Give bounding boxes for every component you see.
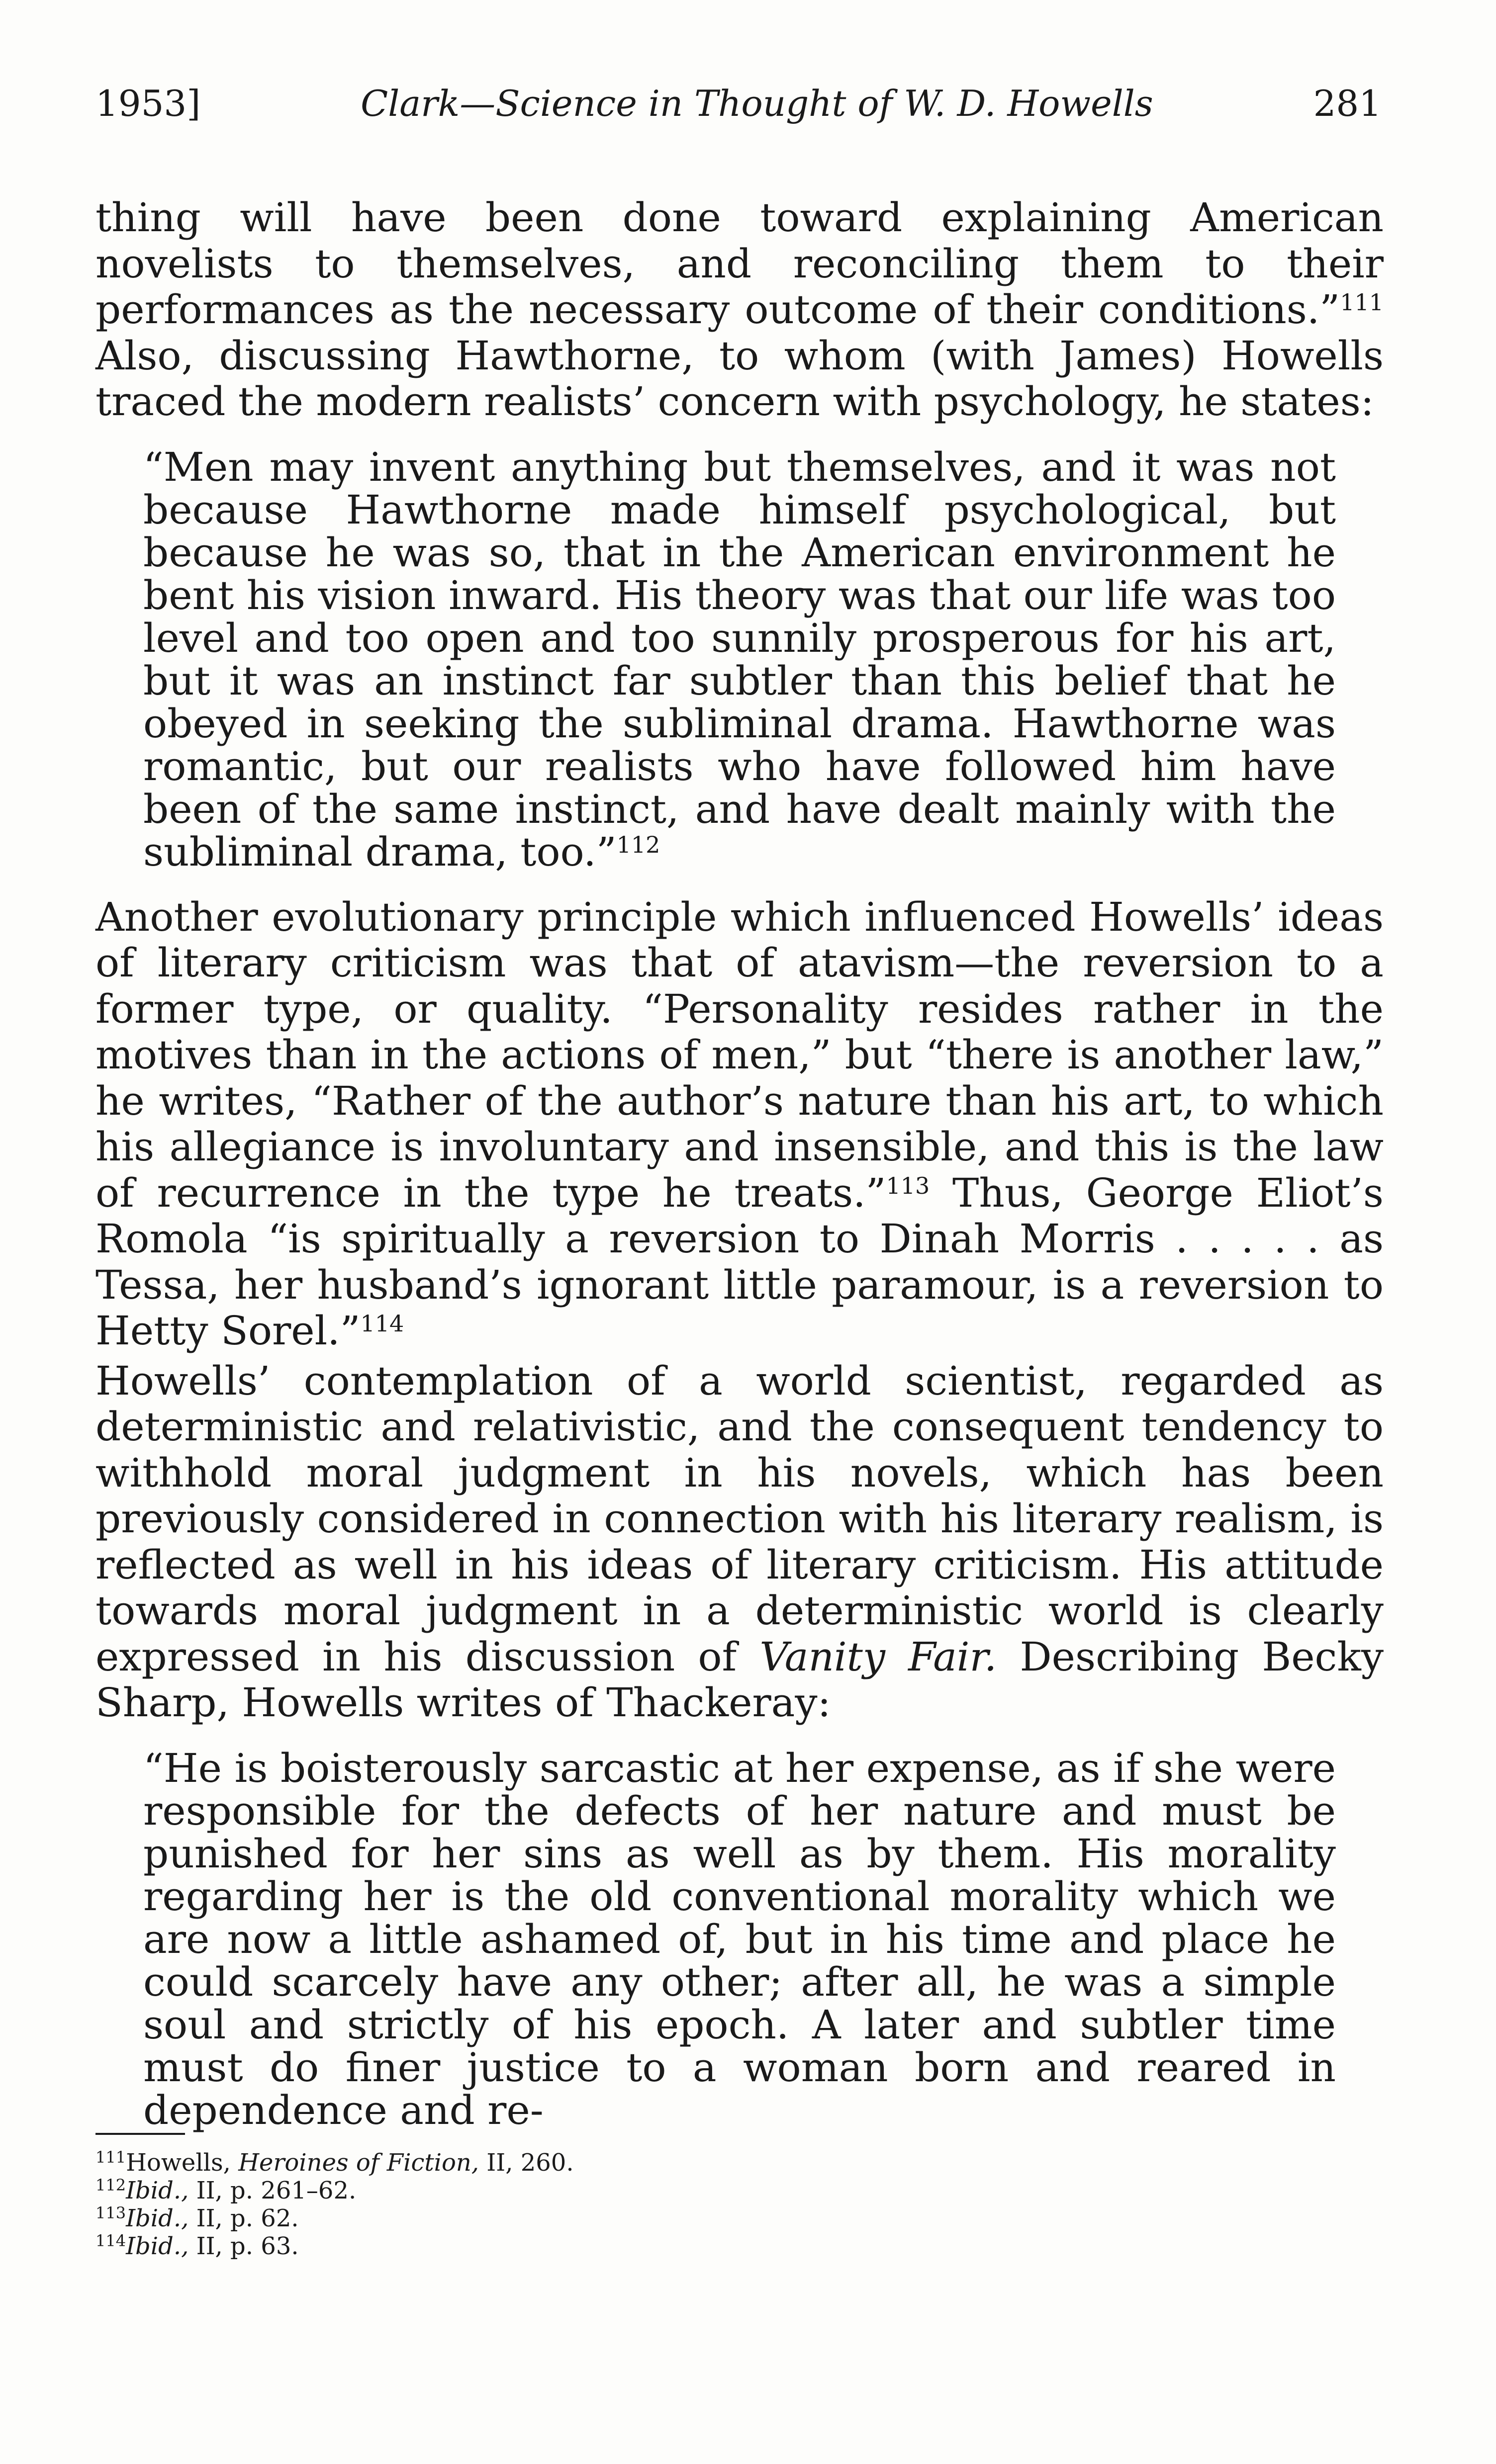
article-body <box>95 195 1384 2153</box>
running-header <box>95 79 1382 128</box>
paragraph-1-text-b: Also, discussing Hawthorne, to whom (with James) Howells traced the modern realists’ concern with psychology, he states: <box>95 332 1384 425</box>
footnote-113 <box>95 2204 941 2232</box>
footnote-ref-114[interactable]: 114 <box>360 1310 404 1337</box>
footnote-ref-112[interactable]: 112 <box>616 831 660 858</box>
footnote-italic: Ibid., <box>126 2232 189 2260</box>
paragraph-2-text-a: Another evolutionary principle which influenced Howells’ ideas of literary criticism was that of atavism—the reversion to a former type, or quality. “Personality resides rather in the motives than in the actions of men,” but “there is another law,” he writes, “Rather of the author’s nature than his art, to which his allegiance is involuntary and insensible, and this is the law of recurrence in the type he treats.” <box>95 893 1384 1216</box>
footnote-italic: Heroines of Fiction, <box>238 2149 479 2177</box>
block-quote-1-text: “Men may invent anything but themselves, and it was not because Hawthorne made himself psychological, but because he was so, that in the American environment he bent his vision inward. His theory was that our life was too level and too open and too sunnily prosperous for his art, but it was an instinct far subtler than this belief that he obeyed in seeking the subliminal drama. Hawthorne was romantic, but our realists who have followed him have been of the same instinct, and have dealt mainly with the subliminal drama, too.” <box>143 443 1336 875</box>
book-title-vanity-fair: Vanity Fair. <box>759 1633 997 1680</box>
block-quote-1 <box>95 443 1384 875</box>
paragraph-2-text-b: Thus, George Eliot’s Romola “is spiritually a reversion to Dinah Morris . . . . . as Tessa, her husband’s ignorant little paramour, is a reversion to Hetty Sorel.” <box>95 1169 1384 1354</box>
footnotes <box>95 2149 941 2260</box>
footnote-number: 111 <box>95 2148 126 2167</box>
footnote-114 <box>95 2232 941 2260</box>
footnote-ref-113[interactable]: 113 <box>886 1172 930 1199</box>
footnote-111 <box>95 2149 941 2177</box>
block-quote-2 <box>95 1747 1384 2132</box>
paragraph-3-text-a: Howells’ contemplation of a world scientist, regarded as deterministic and relativistic, and the consequent tendency to withhold moral judgment in his novels, which has been previously considered in connection with his literary realism, is reflected as well in his ideas of literary criticism. His attitude towards moral judgment in a deterministic world is clearly expressed in his discussion of <box>95 1357 1384 1680</box>
block-quote-2-text: “He is boisterously sarcastic at her expense, as if she were responsible for the defects of her nature and must be punished for her sins as well as by them. His morality regarding her is the old conventional morality which we are now a little ashamed of, but in his time and place he could scarcely have any other; after all, he was a simple soul and strictly of his epoch. A later and subtler time must do finer justice to a woman born and reared in dependence and re- <box>143 1745 1336 2133</box>
footnote-number: 113 <box>95 2203 126 2222</box>
paragraph-1-text-a: thing will have been done toward explaining American novelists to themselves, and reconciling them to their performances as the necessary outcome of their conditions.” <box>95 194 1384 333</box>
footnote-text: II, 260. <box>479 2149 574 2177</box>
footnote-text: II, p. 62. <box>188 2204 299 2232</box>
footnote-ref-111[interactable]: 111 <box>1340 289 1384 316</box>
footnote-112 <box>95 2177 941 2204</box>
header-title: Clark—Science in Thought of W. D. Howells <box>361 83 1153 124</box>
paragraph-3 <box>95 1358 1384 1726</box>
footnote-text: Howells, <box>126 2149 239 2177</box>
page-number: 281 <box>1313 83 1382 124</box>
paragraph-1 <box>95 195 1384 425</box>
footnote-italic: Ibid., <box>126 2204 189 2232</box>
footnote-number: 114 <box>95 2231 126 2250</box>
paragraph-3-text-b: Describing Becky Sharp, Howells writes of Thackeray: <box>95 1633 1384 1726</box>
paragraph-2 <box>95 894 1384 1354</box>
header-year: 1953] <box>95 83 201 124</box>
footnote-text: II, p. 63. <box>188 2232 299 2260</box>
footnote-text: II, p. 261–62. <box>188 2177 357 2204</box>
footnote-number: 112 <box>95 2176 126 2195</box>
footnote-italic: Ibid., <box>126 2177 189 2204</box>
footnote-rule <box>95 2133 185 2135</box>
